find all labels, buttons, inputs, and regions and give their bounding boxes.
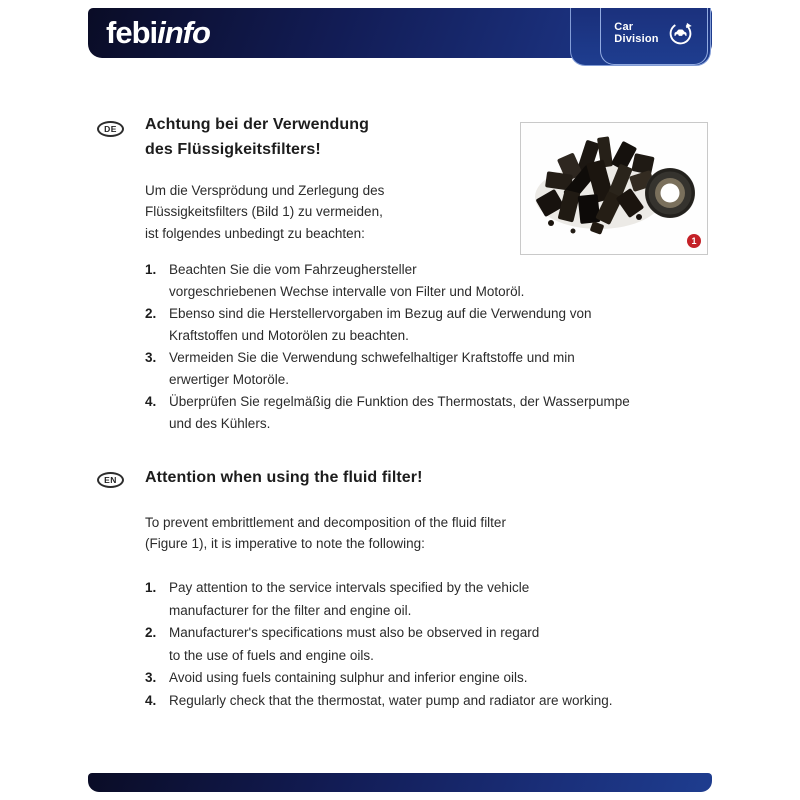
figure-number-badge: 1 — [687, 234, 701, 248]
list-item — [145, 347, 697, 391]
item-number: 2. — [145, 625, 157, 640]
de-language-badge: DE — [97, 121, 124, 137]
en-section-heading — [145, 466, 423, 491]
febi-info-logo — [106, 8, 210, 58]
header-bar — [88, 8, 712, 58]
de-intro-line: ist folgendes unbedingt zu beachten: — [145, 225, 365, 241]
footer-bar — [88, 773, 712, 792]
list-item — [145, 391, 697, 435]
car-division-line1: Car — [614, 21, 634, 33]
de-intro-line: Flüssigkeitsfilters (Bild 1) zu vermeiden, — [145, 204, 383, 220]
list-item — [145, 622, 697, 667]
item-number: 4. — [145, 692, 157, 708]
de-section-heading — [145, 113, 369, 162]
car-division-line2: Division — [614, 33, 659, 45]
item-line: Vermeiden Sie die Verwendung schwefelhaltiger Kraftstoffe und min — [169, 350, 575, 365]
item-line: Manufacturer's specifications must also be observed in regard — [169, 625, 540, 640]
item-number: 2. — [145, 306, 157, 321]
de-intro-paragraph — [145, 180, 384, 244]
item-line: Überprüfen Sie regelmäßig die Funktion des Thermostats, der Wasserpumpe — [169, 394, 630, 409]
de-heading-line: Achtung bei der Verwendung — [145, 116, 369, 133]
en-numbered-list — [145, 577, 697, 712]
item-line: erwertiger Motoröle. — [169, 372, 290, 387]
item-number: 1. — [145, 580, 157, 595]
list-item — [145, 690, 697, 713]
en-intro-paragraph — [145, 512, 506, 555]
item-line: und des Kühlers. — [169, 416, 271, 431]
car-rotation-icon — [667, 20, 694, 47]
item-line: Avoid using fuels containing sulphur and inferior engine oils. — [169, 670, 528, 685]
car-division-label — [614, 21, 658, 45]
item-line: Pay attention to the service intervals specified by the vehicle — [169, 580, 530, 595]
de-heading-line: des Flüssigkeitsfilters! — [145, 140, 321, 158]
de-numbered-list — [145, 259, 697, 435]
en-language-badge: EN — [97, 472, 124, 488]
list-item — [145, 577, 697, 622]
list-item — [145, 259, 697, 303]
fluid-filter-figure — [520, 122, 708, 255]
logo-brand: febi — [106, 15, 158, 50]
list-item — [145, 667, 697, 690]
logo-suffix: info — [157, 15, 210, 50]
en-heading-line: Attention when using the fluid filter! — [145, 469, 423, 486]
item-line: Kraftstoffen und Motorölen zu beachten. — [169, 328, 409, 343]
en-intro-line: To prevent embrittlement and decomposition of the fluid filter — [145, 515, 506, 530]
item-number: 3. — [145, 350, 157, 365]
broken-fluid-filter-fragments-photo — [521, 123, 707, 254]
car-division-tab — [600, 8, 708, 65]
item-line: manufacturer for the filter and engine oil. — [169, 602, 412, 618]
en-intro-line: (Figure 1), it is imperative to note the following: — [145, 536, 425, 552]
de-intro-line: Um die Versprödung und Zerlegung des — [145, 183, 385, 198]
item-line: Regularly check that the thermostat, water pump and radiator are working. — [169, 692, 613, 708]
list-item — [145, 303, 697, 347]
item-number: 4. — [145, 394, 157, 409]
item-line: to the use of fuels and engine oils. — [169, 647, 374, 663]
item-line: Ebenso sind die Herstellervorgaben im Bezug auf die Verwendung von — [169, 306, 592, 321]
item-number: 1. — [145, 262, 157, 277]
item-line: vorgeschriebenen Wechse intervalle von Filter und Motoröl. — [169, 284, 525, 299]
item-line: Beachten Sie die vom Fahrzeughersteller — [169, 262, 417, 277]
item-number: 3. — [145, 670, 157, 685]
